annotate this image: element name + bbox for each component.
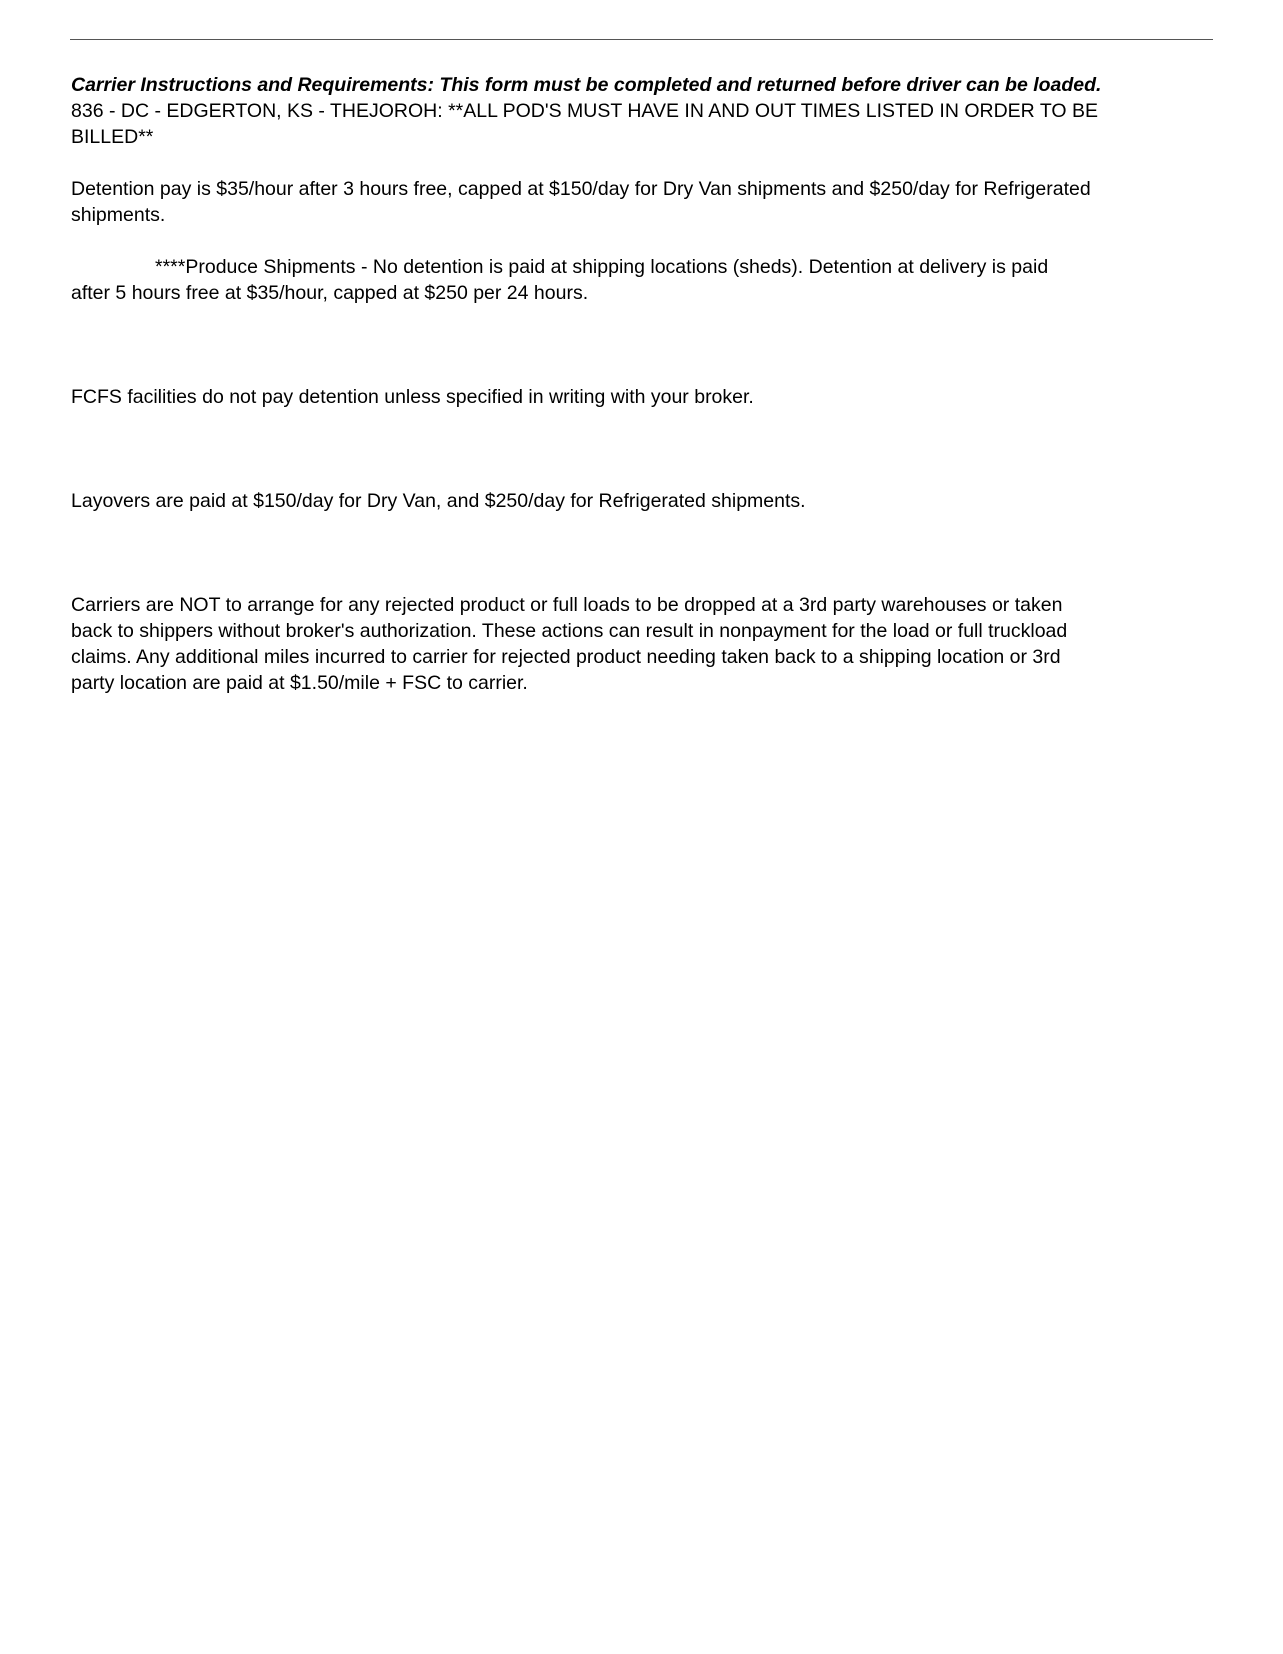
produce-paragraph: ****Produce Shipments - No detention is paid at shipping locations (sheds). Detention at delivery is paid after 5 hours free at $35/hour, capped at $250 per 24 hours. <box>71 256 1049 304</box>
rejected-product-paragraph: Carriers are NOT to arrange for any rejected product or full loads to be dropped at a 3rd party warehouses or taken back to shippers without broker's authorization. These actions can result in nonpayment for the load or full truckload claims. Any additional miles incurred to carrier for rejected product needing taken back to a shipping location or 3rd party location are paid at $1.50/mile + FSC to carrier. <box>71 594 1068 694</box>
layovers-paragraph: Layovers are paid at $150/day for Dry Van, and $250/day for Refrigerated shipments. <box>71 490 806 512</box>
fcfs-paragraph: FCFS facilities do not pay detention unless specified in writing with your broker. <box>71 386 754 408</box>
document-heading: Carrier Instructions and Requirements: This form must be completed and returned before driver can be loaded. <box>71 74 1102 96</box>
detention-paragraph: Detention pay is $35/hour after 3 hours free, capped at $150/day for Dry Van shipments and $250/day for Refrigerated shipments. <box>71 178 1091 226</box>
document-body <box>71 72 1221 696</box>
load-instruction: 836 - DC - EDGERTON, KS - THEJOROH: **ALL POD'S MUST HAVE IN AND OUT TIMES LISTED IN ORDER TO BE BILLED** <box>71 100 1098 148</box>
top-rule <box>70 39 1213 40</box>
